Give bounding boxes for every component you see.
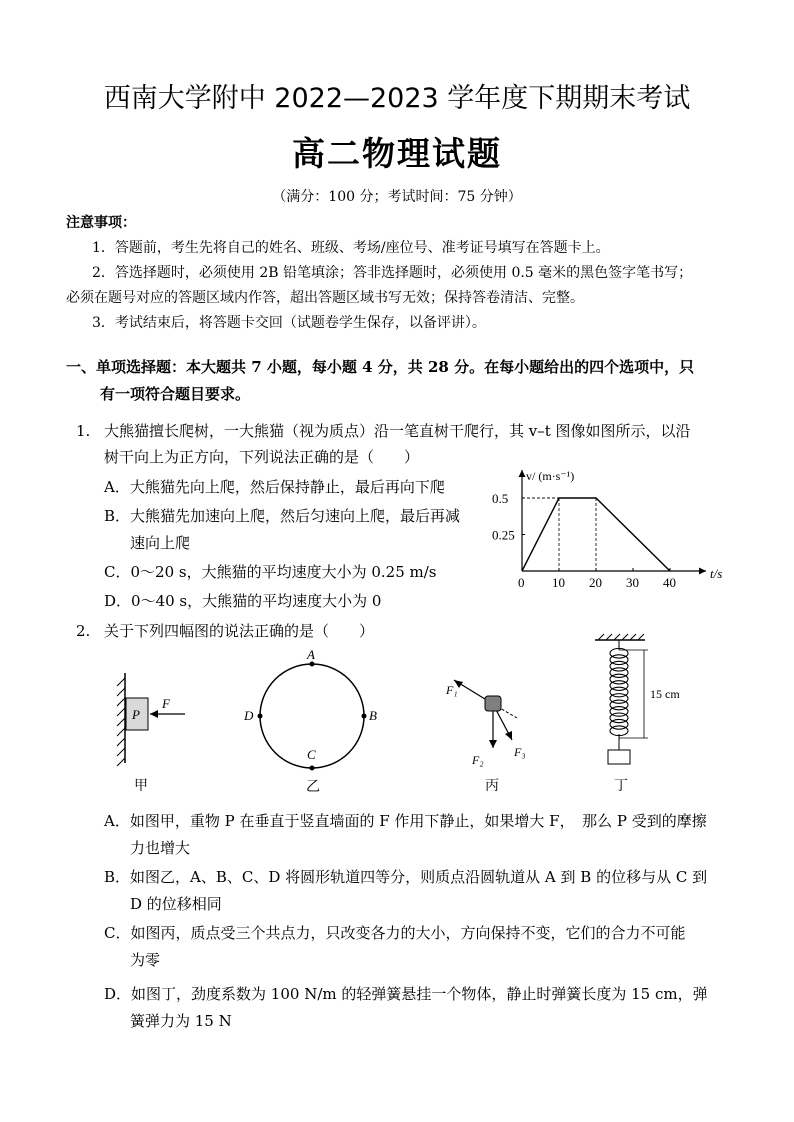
- q2-option-a: A．如图甲，重物 P 在垂直于竖直墙面的 F 作用下静止，如果增大 F， 那么 P 受到的摩擦: [104, 812, 707, 830]
- label-c: C: [307, 747, 316, 762]
- note-item: 1．答题前，考生先将自己的姓名、班级、考场/座位号、准考证号填写在答题卡上。: [92, 240, 610, 256]
- y-axis-label: v/ (m·s⁻¹): [526, 469, 575, 483]
- q2-option-d: D．如图丁，劲度系数为 100 N/m 的轻弹簧悬挂一个物体，静止时弹簧长度为 15 cm，弹: [104, 985, 708, 1003]
- block-label: P: [132, 707, 140, 722]
- figure-yi: [236, 645, 386, 795]
- q1-stem: 大熊猫擅长爬树，一大熊猫（视为质点）沿一笔直树干爬行，其 v–t 图像如图所示，以沿: [104, 422, 691, 440]
- point-b: [362, 714, 367, 719]
- figure-caption: 丁: [614, 779, 628, 794]
- wall-hatch: [117, 678, 125, 766]
- point-d: [258, 714, 263, 719]
- q1-option-b-cont: 速向上爬: [130, 534, 191, 552]
- note-item: 2．答选择题时，必须使用 2B 铅笔填涂；答非选择题时，必须使用 0.5 毫米的黑色签字笔书写；: [92, 265, 693, 281]
- hanging-weight: [608, 750, 630, 764]
- q2-number: 2.: [76, 622, 91, 640]
- x-tick-label: 20: [589, 575, 602, 589]
- length-label: 15 cm: [650, 687, 680, 701]
- point-a: [310, 662, 315, 667]
- q1-number: 1.: [76, 422, 91, 440]
- q1-stem-cont: 树干向上为正方向，下列说法正确的是（ ）: [104, 448, 420, 466]
- x-tick-label: 40: [663, 575, 676, 589]
- vt-graph: [480, 464, 730, 589]
- subject-title: 高二物理试题: [292, 134, 502, 173]
- q1-option-c: C．0～20 s，大熊猫的平均速度大小为 0.25 m/s: [104, 563, 437, 581]
- y-tick-label: 0.25: [492, 527, 515, 543]
- figure-ding: [580, 630, 700, 800]
- label-a: A: [307, 647, 315, 662]
- spring: [610, 648, 628, 735]
- x-axis-label: t/s: [710, 566, 723, 581]
- figure-jia: [110, 668, 200, 798]
- figure-bing: [440, 668, 540, 798]
- q2-option-b-cont: D 的位移相同: [130, 895, 222, 913]
- note-item: 3．考试结束后，将答题卡交回（试题卷学生保存，以备评讲）。: [92, 315, 486, 331]
- x-tick-label: 0: [518, 575, 525, 589]
- q2-option-c-cont: 为零: [130, 951, 161, 969]
- force-label: F: [162, 696, 170, 711]
- q2-option-c: C．如图丙，质点受三个共点力，只改变各力的大小，方向保持不变，它们的合力不可能: [104, 924, 686, 942]
- label-f3: F₃: [514, 745, 526, 759]
- notes-heading: 注意事项：: [66, 215, 136, 231]
- section-heading-cont: 有一项符合题目要求。: [100, 385, 251, 403]
- q2-option-d-cont: 簧弹力为 15 N: [130, 1012, 232, 1030]
- label-f2: F₂: [472, 753, 484, 767]
- school-exam-title: 西南大学附中 2022—2023 学年度下期期末考试: [103, 83, 691, 114]
- figure-caption: 甲: [134, 779, 148, 794]
- point-c: [310, 766, 315, 771]
- figure-caption: 丙: [485, 779, 499, 794]
- q1-option-b: B．大熊猫先加速向上爬，然后匀速向上爬，最后再减: [104, 507, 461, 525]
- x-tick-label: 10: [552, 575, 565, 589]
- y-tick-label: 0.5: [492, 491, 509, 506]
- q1-option-a: A．大熊猫先向上爬，然后保持静止，最后再向下爬: [104, 478, 445, 496]
- ceiling-hatch: [598, 634, 644, 640]
- label-b: B: [369, 708, 377, 723]
- particle: [485, 696, 501, 711]
- section-heading: 一、单项选择题：本大题共 7 小题，每小题 4 分，共 28 分。在每小题给出的四个选项中，只: [66, 358, 695, 376]
- q2-option-b: B．如图乙，A、B、C、D 将圆形轨道四等分，则质点沿圆轨道从 A 到 B 的位移与从 C 到: [104, 868, 708, 886]
- note-item: 必须在题号对应的答题区域内作答，超出答题区域书写无效；保持答卷清洁、完整。: [66, 290, 584, 306]
- figure-caption: 乙: [306, 780, 320, 795]
- q2-option-a-cont: 力也增大: [130, 839, 191, 857]
- exam-meta: （满分：100 分；考试时间：75 分钟）: [272, 189, 522, 205]
- x-tick-label: 30: [626, 575, 639, 589]
- label-d: D: [244, 708, 254, 723]
- q1-option-d: D．0～40 s，大熊猫的平均速度大小为 0: [104, 592, 382, 610]
- q2-stem: 关于下列四幅图的说法正确的是（ ）: [104, 622, 375, 640]
- label-f1: F₁: [446, 683, 458, 697]
